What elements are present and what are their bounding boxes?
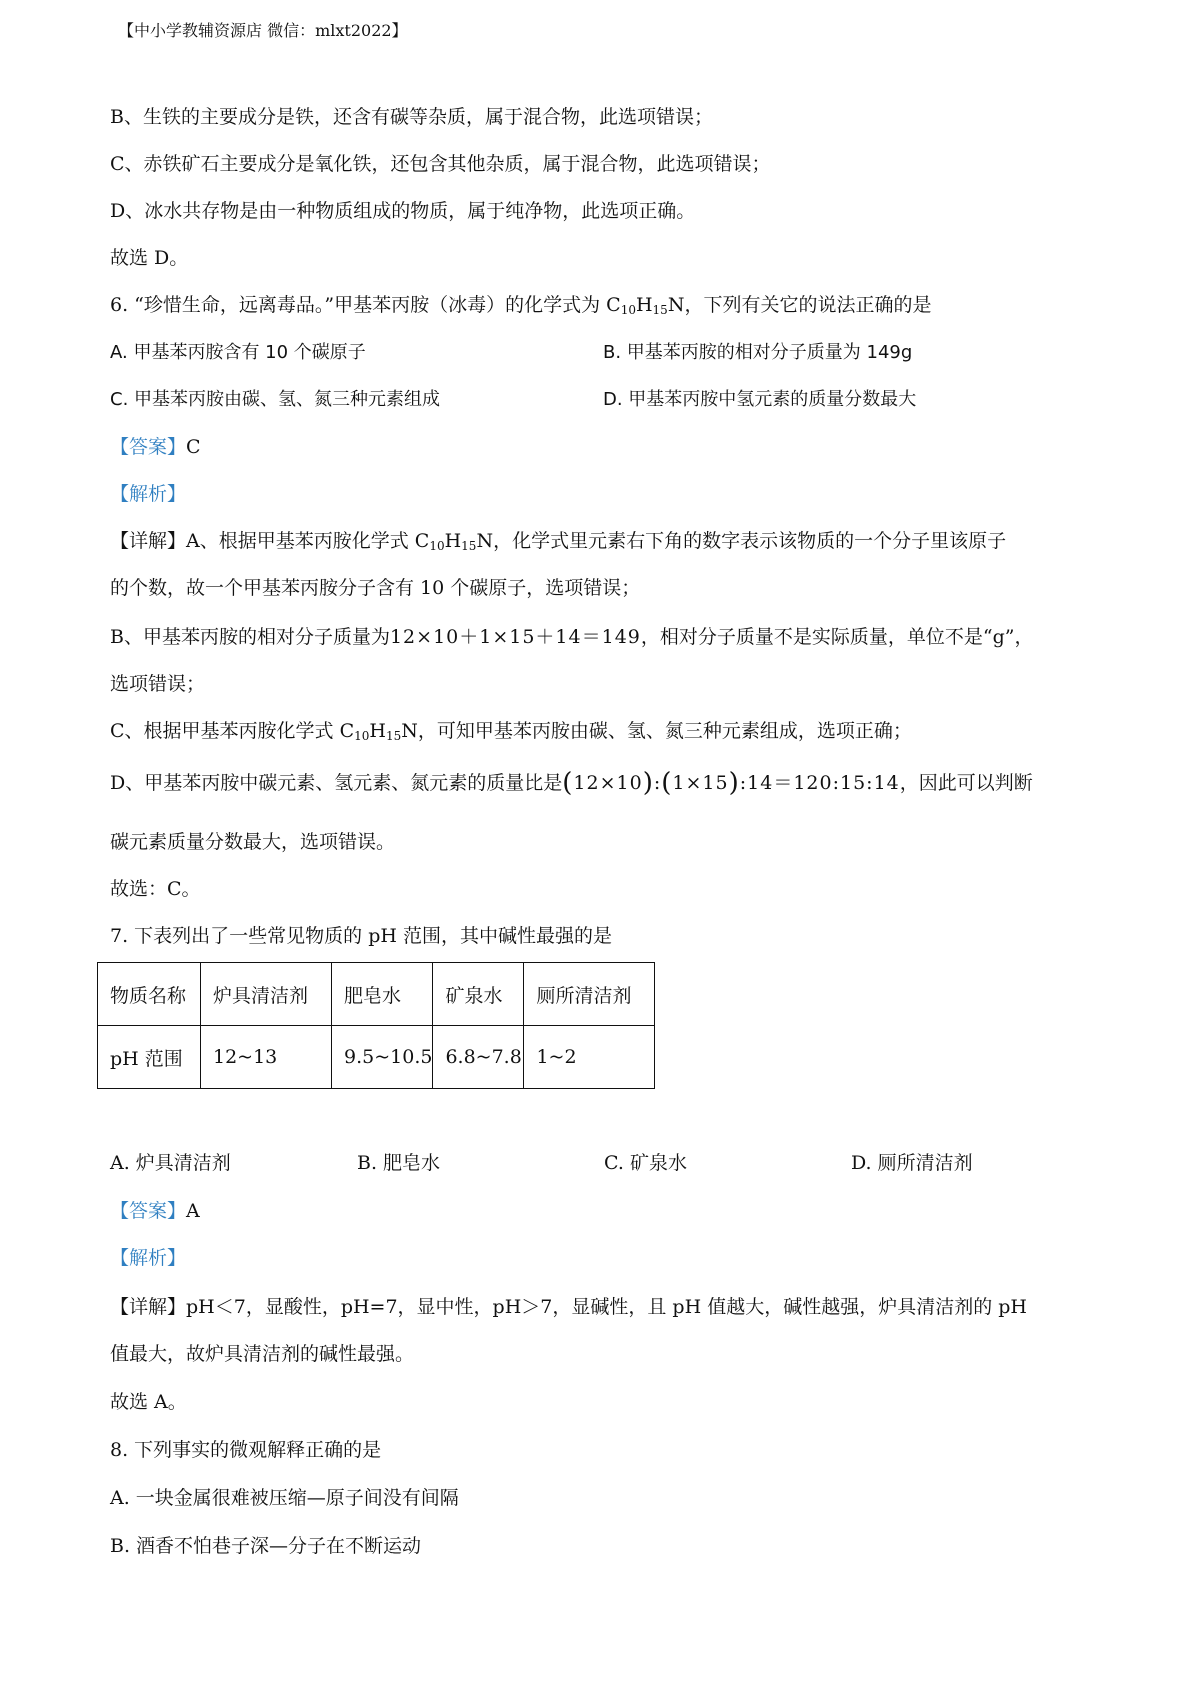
q5-conclusion: 故选 D。 xyxy=(110,247,189,269)
q6-answer-tag: 【答案】 xyxy=(110,436,187,458)
q6-detail-a-sub-c: 10 xyxy=(429,539,445,553)
ph-table-header: 物质名称 xyxy=(98,963,201,1026)
q6-detail-c-pre: C、根据甲基苯丙胺化学式 C xyxy=(110,720,355,742)
q6-detail-a-line2: 的个数，故一个甲基苯丙胺分子含有 10 个碳原子，选项错误； xyxy=(110,577,641,599)
q6-detail-b-line1 xyxy=(110,624,1033,650)
q6-detail-d-ratio: (12×10):(1×15):14＝120:15:14 xyxy=(562,768,900,798)
q6-stem xyxy=(110,292,931,318)
q6-detail-b-post: ，相对分子质量不是实际质量，单位不是“g”， xyxy=(640,626,1034,648)
q5-analysis-b: B、生铁的主要成分是铁，还含有碳等杂质，属于混合物，此选项错误； xyxy=(110,106,713,128)
q6-option-c: C. 甲基苯丙胺由碳、氢、氮三种元素组成 xyxy=(110,389,441,410)
q6-detail-d-line1 xyxy=(110,770,1033,796)
ph-table-cell: 9.5~10.5 xyxy=(332,1026,433,1089)
q6-detail-a-sub-h: 15 xyxy=(461,539,477,553)
q7-answer xyxy=(110,1198,200,1224)
q8-stem: 8. 下列事实的微观解释正确的是 xyxy=(110,1439,382,1461)
ph-table-cell: 6.8~7.8 xyxy=(433,1026,524,1089)
ph-table-header-row xyxy=(98,963,655,1026)
q7-stem: 7. 下表列出了一些常见物质的 pH 范围，其中碱性最强的是 xyxy=(110,925,612,947)
q6-detail-c-h: H xyxy=(369,720,386,742)
page-header: 【中小学教辅资源店 微信：mlxt2022】 xyxy=(118,21,408,40)
q6-answer xyxy=(110,434,201,460)
q6-detail-c-sub-c: 10 xyxy=(354,729,370,743)
q6-option-b: B. 甲基苯丙胺的相对分子质量为 149g xyxy=(603,342,913,363)
q6-detail-d-term2: 1×15 xyxy=(672,772,729,794)
ph-table xyxy=(97,962,655,1089)
q6-detail-d-line2: 碳元素质量分数最大，选项错误。 xyxy=(110,831,396,853)
q6-detail-d-term1: 12×10 xyxy=(573,772,643,794)
q6-detail-c-sub-h: 15 xyxy=(385,729,402,743)
q6-detail-a-post: N，化学式里元素右下角的数字表示该物质的一个分子里该原子 xyxy=(476,530,1007,552)
q7-option-a: A. 炉具清洁剂 xyxy=(110,1152,231,1174)
q6-stem-post: N，下列有关它的说法正确的是 xyxy=(667,294,932,316)
q6-conclusion: 故选：C。 xyxy=(110,878,201,900)
q8-option-b: B. 酒香不怕巷子深—分子在不断运动 xyxy=(110,1535,422,1557)
q7-conclusion: 故选 A。 xyxy=(110,1391,187,1413)
q6-detail-a-h: H xyxy=(444,530,462,552)
q6-detail-b-pre: B、甲基苯丙胺的相对分子质量为 xyxy=(110,626,390,648)
q6-stem-sub-h: 15 xyxy=(652,303,668,317)
q6-answer-value: C xyxy=(186,436,201,458)
q7-option-b: B. 肥皂水 xyxy=(357,1152,441,1174)
q6-detail-a-pre: 【详解】A、根据甲基苯丙胺化学式 C xyxy=(110,530,430,552)
q6-analysis-tag: 【解析】 xyxy=(110,483,187,505)
ph-table-header: 炉具清洁剂 xyxy=(201,963,332,1026)
q6-option-a: A. 甲基苯丙胺含有 10 个碳原子 xyxy=(110,342,366,363)
q6-detail-b-formula: 12×10＋1×15＋14＝149 xyxy=(389,626,641,648)
ph-table-row xyxy=(98,1026,655,1089)
ph-table-cell: 1~2 xyxy=(524,1026,655,1089)
q7-option-c: C. 矿泉水 xyxy=(604,1152,687,1174)
q6-stem-h: H xyxy=(635,294,653,316)
q7-answer-value: A xyxy=(186,1200,200,1222)
q6-option-d: D. 甲基苯丙胺中氢元素的质量分数最大 xyxy=(603,389,917,410)
q6-detail-c-post: N，可知甲基苯丙胺由碳、氢、氮三种元素组成，选项正确； xyxy=(401,720,912,742)
q6-detail-d-pre: D、甲基苯丙胺中碳元素、氢元素、氮元素的质量比是 xyxy=(110,772,563,794)
q6-detail-b-line2: 选项错误； xyxy=(110,673,206,695)
ph-table-cell: pH 范围 xyxy=(98,1026,201,1089)
q5-analysis-d: D、冰水共存物是由一种物质组成的物质，属于纯净物，此选项正确。 xyxy=(110,200,696,222)
q7-detail-line2: 值最大，故炉具清洁剂的碱性最强。 xyxy=(110,1343,415,1365)
q6-detail-a-line1 xyxy=(110,528,1006,554)
ph-table-cell: 12~13 xyxy=(201,1026,332,1089)
q8-option-a: A. 一块金属很难被压缩—原子间没有间隔 xyxy=(110,1487,459,1509)
q5-analysis-c: C、赤铁矿石主要成分是氧化铁，还包含其他杂质，属于混合物，此选项错误； xyxy=(110,153,771,175)
q7-detail-line1: 【详解】pH＜7，显酸性，pH=7，显中性，pH＞7，显碱性，且 pH 值越大，碱性越强，炉具清洁剂的 pH xyxy=(110,1296,1027,1318)
q6-stem-sub-c: 10 xyxy=(620,303,636,317)
q6-stem-pre: 6. “珍惜生命，远离毒品。”甲基苯丙胺（冰毒）的化学式为 C xyxy=(110,294,621,316)
ph-table-header: 矿泉水 xyxy=(433,963,524,1026)
q7-option-d: D. 厕所清洁剂 xyxy=(851,1152,973,1174)
ph-table-header: 厕所清洁剂 xyxy=(524,963,655,1026)
ph-table-header: 肥皂水 xyxy=(332,963,433,1026)
q7-analysis-tag: 【解析】 xyxy=(110,1247,187,1269)
q6-detail-d-term3: :14＝120:15:14 xyxy=(739,772,900,794)
q7-answer-tag: 【答案】 xyxy=(110,1200,187,1222)
q6-detail-d-post: ，因此可以判断 xyxy=(899,772,1033,794)
q6-detail-c xyxy=(110,718,912,744)
